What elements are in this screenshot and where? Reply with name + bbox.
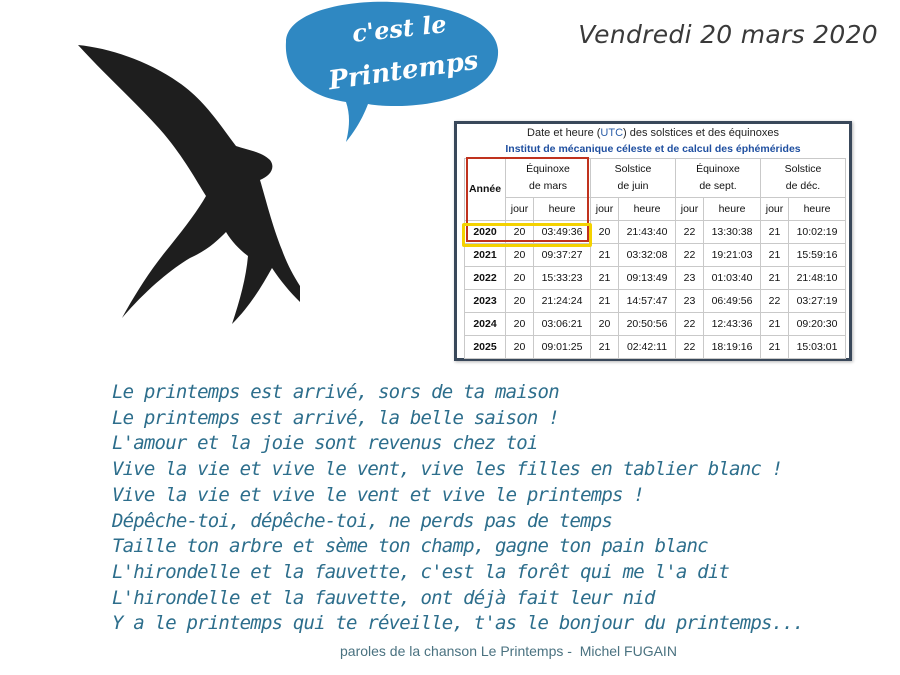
day-cell: 23	[676, 267, 704, 290]
bubble-text-line1: c'est le	[350, 9, 448, 48]
day-cell: 21	[761, 313, 789, 336]
day-cell: 21	[761, 267, 789, 290]
year-cell: 2024	[465, 313, 506, 336]
day-cell: 20	[506, 313, 534, 336]
table-row	[465, 336, 846, 359]
time-cell: 15:59:16	[789, 244, 846, 267]
table-row	[465, 244, 846, 267]
year-cell: 2023	[465, 290, 506, 313]
time-cell: 20:50:56	[619, 313, 676, 336]
time-cell: 12:43:36	[704, 313, 761, 336]
table-row	[465, 267, 846, 290]
time-cell: 15:03:01	[789, 336, 846, 359]
ephemeris-table	[464, 158, 846, 359]
lyrics-block	[112, 380, 804, 637]
day-cell: 21	[761, 336, 789, 359]
swallow-icon	[0, 0, 300, 330]
lyric-line: Dépêche-toi, dépêche-toi, ne perds pas de temps	[112, 509, 613, 532]
lyric-line: L'hirondelle et la fauvette, ont déjà fait leur nid	[112, 586, 655, 609]
day-cell: 23	[676, 290, 704, 313]
time-cell: 03:32:08	[619, 244, 676, 267]
day-cell: 22	[676, 244, 704, 267]
table-title: Date et heure (UTC) des solstices et des équinoxes	[527, 127, 779, 139]
day-cell: 22	[761, 290, 789, 313]
time-cell: 14:57:47	[619, 290, 676, 313]
day-cell: 20	[506, 336, 534, 359]
year-cell: 2020	[465, 221, 506, 244]
time-header: heure	[789, 198, 846, 221]
time-cell: 21:43:40	[619, 221, 676, 244]
day-cell: 22	[676, 336, 704, 359]
year-cell: 2022	[465, 267, 506, 290]
day-header: jour	[676, 198, 704, 221]
day-cell: 20	[506, 244, 534, 267]
time-cell: 09:37:27	[534, 244, 591, 267]
day-cell: 22	[676, 313, 704, 336]
year-cell: 2021	[465, 244, 506, 267]
time-header: heure	[534, 198, 591, 221]
lyric-line: Taille ton arbre et sème ton champ, gagne ton pain blanc	[112, 535, 708, 558]
day-header: jour	[591, 198, 619, 221]
time-header: heure	[619, 198, 676, 221]
page-date: Vendredi 20 mars 2020	[578, 20, 878, 49]
day-cell: 21	[591, 336, 619, 359]
day-cell: 20	[506, 221, 534, 244]
time-cell: 09:01:25	[534, 336, 591, 359]
bubble-text-line2: Printemps	[326, 45, 481, 97]
table-row	[465, 221, 846, 244]
lyric-line: Y a le printemps qui te réveille, t'as le bonjour du printemps...	[112, 612, 804, 635]
time-cell: 18:19:16	[704, 336, 761, 359]
time-cell: 10:02:19	[789, 221, 846, 244]
group-header: Équinoxe de mars	[506, 159, 591, 198]
time-cell: 21:48:10	[789, 267, 846, 290]
day-cell: 21	[591, 244, 619, 267]
table-row	[465, 313, 846, 336]
year-header: Année	[465, 159, 506, 221]
time-cell: 02:42:11	[619, 336, 676, 359]
time-header: heure	[704, 198, 761, 221]
day-cell: 21	[591, 267, 619, 290]
day-cell: 20	[591, 221, 619, 244]
group-header: Solstice de déc.	[761, 159, 846, 198]
day-cell: 20	[506, 290, 534, 313]
time-cell: 03:49:36	[534, 221, 591, 244]
lyric-line: Vive la vie et vive le vent, vive les filles en tablier blanc !	[112, 458, 783, 481]
year-cell: 2025	[465, 336, 506, 359]
day-header: jour	[506, 198, 534, 221]
time-cell: 13:30:38	[704, 221, 761, 244]
day-cell: 20	[506, 267, 534, 290]
time-cell: 09:20:30	[789, 313, 846, 336]
group-header: Équinoxe de sept.	[676, 159, 761, 198]
lyric-line: Vive la vie et vive le vent et vive le printemps !	[112, 483, 644, 506]
time-cell: 15:33:23	[534, 267, 591, 290]
day-cell: 21	[761, 221, 789, 244]
lyric-line: Le printemps est arrivé, sors de ta maison	[112, 381, 559, 403]
lyric-line: Le printemps est arrivé, la belle saison !	[112, 406, 559, 429]
day-cell: 21	[761, 244, 789, 267]
ephemeris-table-panel	[454, 121, 852, 361]
time-cell: 09:13:49	[619, 267, 676, 290]
group-header: Solstice de juin	[591, 159, 676, 198]
lyric-line: L'amour et la joie sont revenus chez toi	[112, 432, 538, 455]
time-cell: 03:27:19	[789, 290, 846, 313]
song-credits: paroles de la chanson Le Printemps - Michel FUGAIN	[340, 643, 677, 659]
table-row	[465, 290, 846, 313]
time-cell: 19:21:03	[704, 244, 761, 267]
time-cell: 01:03:40	[704, 267, 761, 290]
lyric-line: L'hirondelle et la fauvette, c'est la forêt qui me l'a dit	[112, 560, 730, 583]
time-cell: 06:49:56	[704, 290, 761, 313]
time-cell: 21:24:24	[534, 290, 591, 313]
day-cell: 22	[676, 221, 704, 244]
day-header: jour	[761, 198, 789, 221]
day-cell: 20	[591, 313, 619, 336]
day-cell: 21	[591, 290, 619, 313]
table-subtitle: Institut de mécanique céleste et de calcul des éphémérides	[505, 143, 801, 155]
time-cell: 03:06:21	[534, 313, 591, 336]
